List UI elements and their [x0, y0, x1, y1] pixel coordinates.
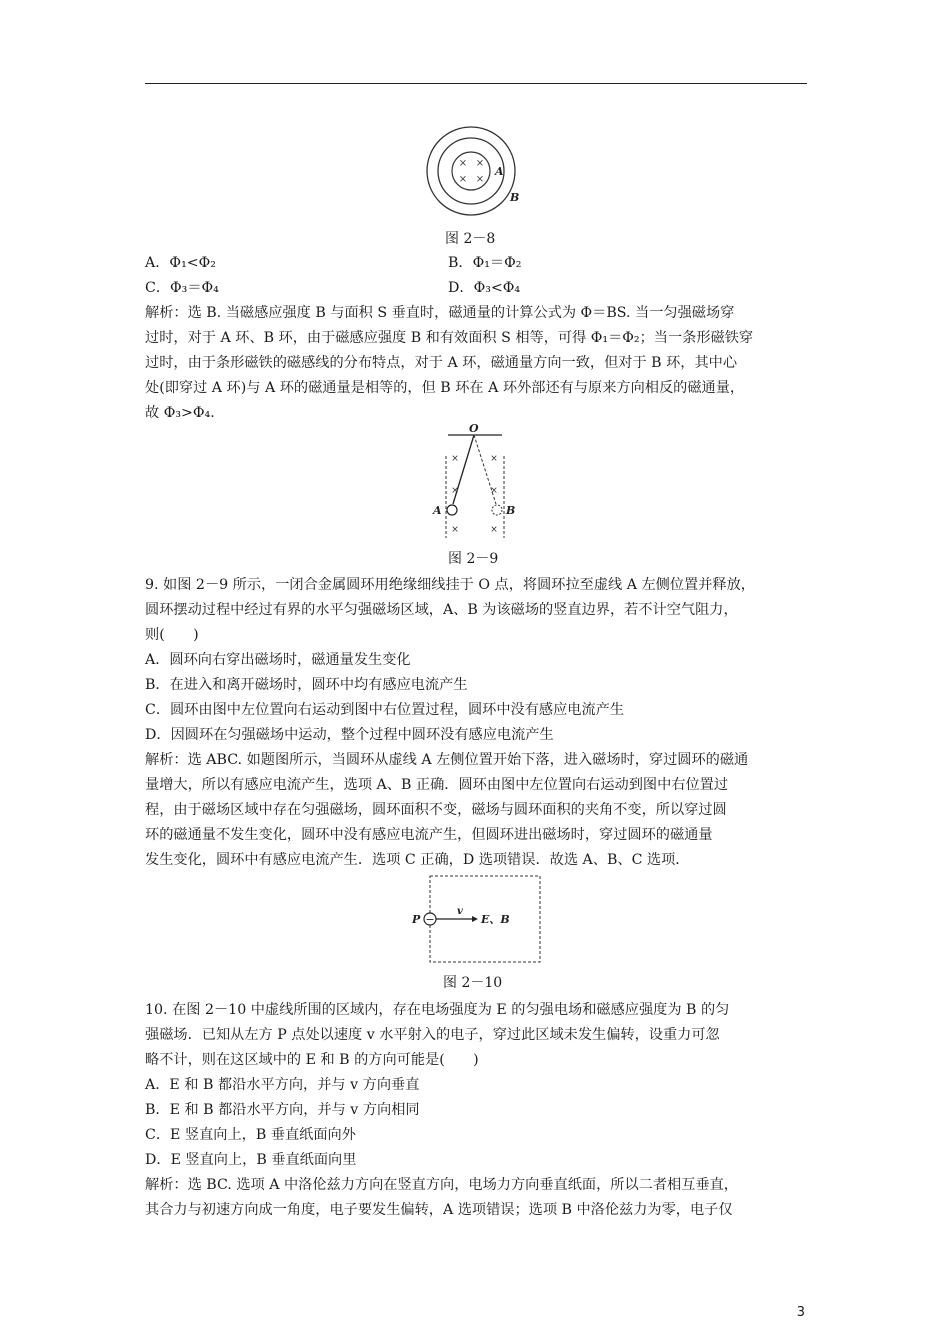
q10-solution-line: 其合力与初速方向成一角度，电子要发生偏转，A 选项错误；选项 B 中洛伦兹力为零，电子仅 — [145, 1202, 733, 1218]
field-mark: × — [490, 486, 498, 496]
magnetic-field-region — [452, 152, 490, 190]
q9-solution-line: 程，由于磁场区域中存在匀强磁场，圆环面积不变，磁场与圆环面积的夹角不变，所以穿过圆 — [145, 802, 727, 818]
q8-option-d: D．Φ₃<Φ₄ — [448, 280, 521, 296]
q8-solution-line: 过时，由于条形磁铁的磁感线的分布特点，对于 A 环，磁通量方向一致，但对于 B 环，其中心 — [145, 355, 738, 371]
field-mark: × — [475, 174, 485, 185]
figure-2-10-caption: 图 2－10 — [443, 975, 503, 991]
q9-solution-line: 量增大，所以有感应电流产生，选项 A、B 正确．圆环由图中左位置向右运动到图中右位置过 — [145, 777, 729, 793]
label-eb: E、B — [481, 913, 510, 926]
field-mark: × — [451, 525, 459, 535]
q8-solution-line: 故 Φ₃>Φ₄. — [145, 405, 215, 421]
q10-option-a: A．E 和 B 都沿水平方向，并与 v 方向垂直 — [145, 1077, 420, 1093]
q10-stem-line: 强磁场．已知从左方 P 点处以速度 v 水平射入的电子，穿过此区域未发生偏转，设重力可忽 — [145, 1027, 720, 1043]
figure-2-8 — [425, 125, 525, 217]
ring-left — [447, 505, 457, 515]
field-mark: × — [451, 454, 459, 464]
q8-solution-line: 解析：选 B. 当磁感应强度 B 与面积 S 垂直时，磁通量的计算公式为 Φ＝BS. 当一匀强磁场穿 — [145, 305, 735, 321]
q9-stem-line: 9. 如图 2－9 所示，一闭合金属圆环用绝缘细线挂于 O 点，将圆环拉至虚线 A 左侧位置并释放， — [145, 577, 755, 593]
field-mark: × — [490, 454, 498, 464]
field-mark: × — [458, 158, 468, 169]
q9-solution-line: 解析：选 ABC. 如题图所示，当圆环从虚线 A 左侧位置开始下落，进入磁场时，穿过圆环的磁通 — [145, 752, 749, 768]
label-o: O — [469, 422, 479, 435]
q9-option-a: A．圆环向右穿出磁场时，磁通量发生变化 — [145, 652, 411, 668]
velocity-arrowhead — [472, 916, 478, 922]
figure-2-10 — [405, 873, 545, 965]
label-p: P — [412, 913, 421, 926]
q10-option-b: B．E 和 B 都沿水平方向，并与 v 方向相同 — [145, 1102, 420, 1118]
q8-solution-line: 过时，对于 A 环、B 环，由于磁感应强度 B 和有效面积 S 相等，可得 Φ₁＝Φ₂；当一条形磁铁穿 — [145, 330, 754, 346]
field-mark: × — [451, 486, 459, 496]
q8-option-b: B．Φ₁＝Φ₂ — [448, 255, 522, 271]
q9-option-b: B．在进入和离开磁场时，圆环中均有感应电流产生 — [145, 677, 468, 693]
header-rule — [145, 83, 807, 84]
label-a: A — [495, 165, 504, 178]
q10-option-d: D．E 竖直向上，B 垂直纸面向里 — [145, 1152, 357, 1168]
ring-right — [492, 505, 502, 515]
q8-option-c: C．Φ₃＝Φ₄ — [145, 280, 219, 296]
field-mark: × — [490, 525, 498, 535]
q10-option-c: C．E 竖直向上，B 垂直纸面向外 — [145, 1127, 356, 1143]
field-mark: × — [475, 158, 485, 169]
q9-option-c: C．圆环由图中左位置向右运动到图中右位置过程，圆环中没有感应电流产生 — [145, 702, 625, 718]
page-number: 3 — [796, 1305, 805, 1320]
figure-2-9-caption: 图 2－9 — [448, 551, 499, 567]
field-mark: × — [458, 174, 468, 185]
q10-stem-line: 10. 在图 2－10 中虚线所围的区域内，存在电场强度为 E 的匀强电场和磁感应强度为 B 的匀 — [145, 1002, 730, 1018]
q9-solution-line: 发生变化，圆环中有感应电流产生．选项 C 正确，D 选项错误．故选 A、B、C 选项． — [145, 852, 690, 868]
figure-2-8-caption: 图 2－8 — [445, 231, 496, 247]
q10-stem-line: 略不计，则在这区域中的 E 和 B 的方向可能是( ) — [145, 1052, 479, 1068]
q9-stem-line: 圆环摆动过程中经过有界的水平匀强磁场区域，A、B 为该磁场的竖直边界，若不计空气阻力， — [145, 602, 738, 618]
q9-option-d: D．因圆环在匀强磁场中运动，整个过程中圆环没有感应电流产生 — [145, 727, 554, 743]
q9-stem-line: 则( ) — [145, 627, 199, 643]
label-b: B — [506, 504, 515, 517]
q10-solution-line: 解析：选 BC. 选项 A 中洛伦兹力方向在竖直方向，电场力方向垂直纸面，所以二者相互垂直， — [145, 1177, 738, 1193]
electron-charge: − — [425, 913, 435, 926]
figure-2-9 — [425, 420, 515, 540]
q8-solution-line: 处(即穿过 A 环)与 A 环的磁通量是相等的，但 B 环在 A 环外部还有与原来方向相反的磁通量， — [145, 380, 745, 396]
q9-solution-line: 环的磁通量不发生变化，圆环中没有感应电流产生，但圆环进出磁场时，穿过圆环的磁通量 — [145, 827, 713, 843]
q8-option-a: A．Φ₁<Φ₂ — [145, 255, 216, 271]
label-v: v — [457, 906, 463, 917]
label-a: A — [433, 504, 442, 517]
label-b: B — [510, 191, 520, 204]
